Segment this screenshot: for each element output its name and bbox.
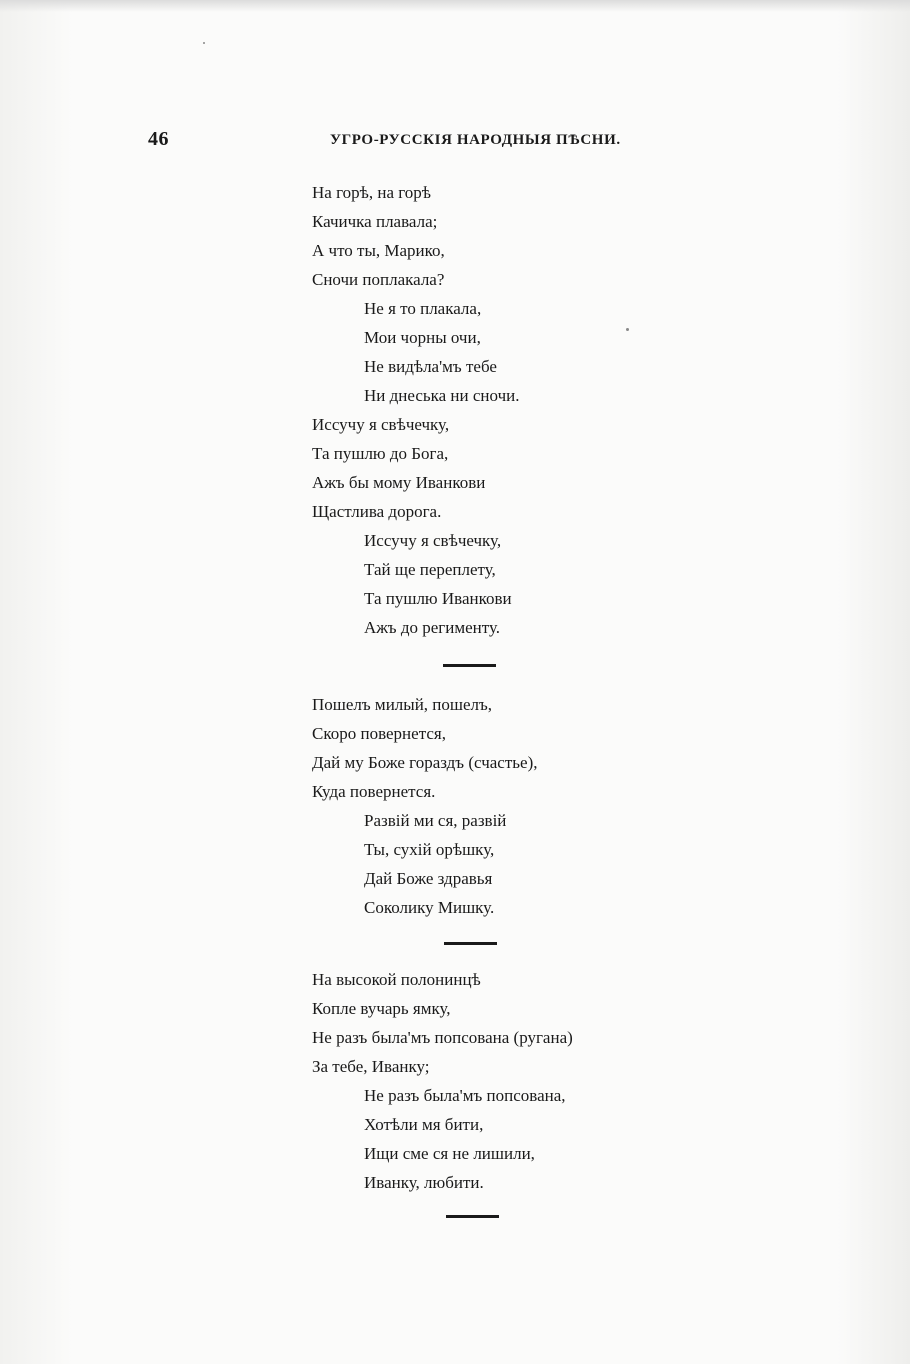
poem-line: Ажъ до регименту.	[364, 618, 501, 637]
poem-line: Соколику Мишку.	[364, 898, 495, 917]
page-number: 46	[148, 128, 169, 150]
poem-line: Щастлива дорога.	[312, 502, 442, 521]
poem-line: Не я то плакала,	[364, 299, 482, 318]
poem-line: Та пушлю до Бога,	[312, 444, 449, 463]
paper-speck	[203, 42, 205, 44]
poem-line: Ищи сме ся не лишили,	[364, 1144, 535, 1163]
poem-line: Иванку, любити.	[364, 1173, 484, 1192]
song-2	[312, 690, 672, 922]
poem-line: Хотѣли мя бити,	[364, 1115, 484, 1134]
poem-line: Дай Боже здравья	[364, 869, 493, 888]
poem-line: Куда повернется.	[312, 782, 436, 801]
poem-line: Ты, сухій орѣшку,	[364, 840, 495, 859]
poem-line: Сночи поплакала?	[312, 270, 445, 289]
poem-line: Тай ще переплету,	[364, 560, 496, 579]
poem-line: Мои чорны очи,	[364, 328, 481, 347]
running-title: УГРО-РУССКІЯ НАРОДНЫЯ ПѢСНИ.	[330, 132, 621, 148]
poem-line: Не разъ была'мъ попсована,	[364, 1086, 566, 1105]
poem-line: Иссучу я свѣчечку,	[312, 415, 450, 434]
poem-line: За тебе, Иванку;	[312, 1057, 430, 1076]
poem-line: Копле вучарь ямку,	[312, 999, 451, 1018]
poem-line: На высокой полонинцѣ	[312, 970, 481, 989]
poem-line: Ажъ бы мому Иванкови	[312, 473, 486, 492]
section-divider-1	[443, 664, 496, 667]
section-divider-3	[446, 1215, 499, 1218]
page-header	[148, 128, 621, 156]
poem-line: Иссучу я свѣчечку,	[364, 531, 502, 550]
poem-line: Качичка плавала;	[312, 212, 438, 231]
poem-line: Та пушлю Иванкови	[364, 589, 512, 608]
song-3	[312, 965, 672, 1197]
scan-edge-shadow	[0, 0, 910, 12]
poem-line: Не разъ была'мъ попсована (ругана)	[312, 1028, 573, 1047]
poem-line: Ни днеська ни сночи.	[364, 386, 520, 405]
song-1	[312, 178, 672, 642]
poem-line: Развій ми ся, развій	[364, 811, 507, 830]
poem-line: Пошелъ милый, пошелъ,	[312, 695, 493, 714]
poem-line: Скоро повернется,	[312, 724, 446, 743]
poem-line: На горѣ, на горѣ	[312, 183, 432, 202]
poem-line: А что ты, Марико,	[312, 241, 445, 260]
section-divider-2	[444, 942, 497, 945]
poem-line: Не видѣла'мъ тебе	[364, 357, 497, 376]
poem-line: Дай му Боже гораздъ (счастье),	[312, 753, 538, 772]
paper-speck	[626, 328, 629, 331]
